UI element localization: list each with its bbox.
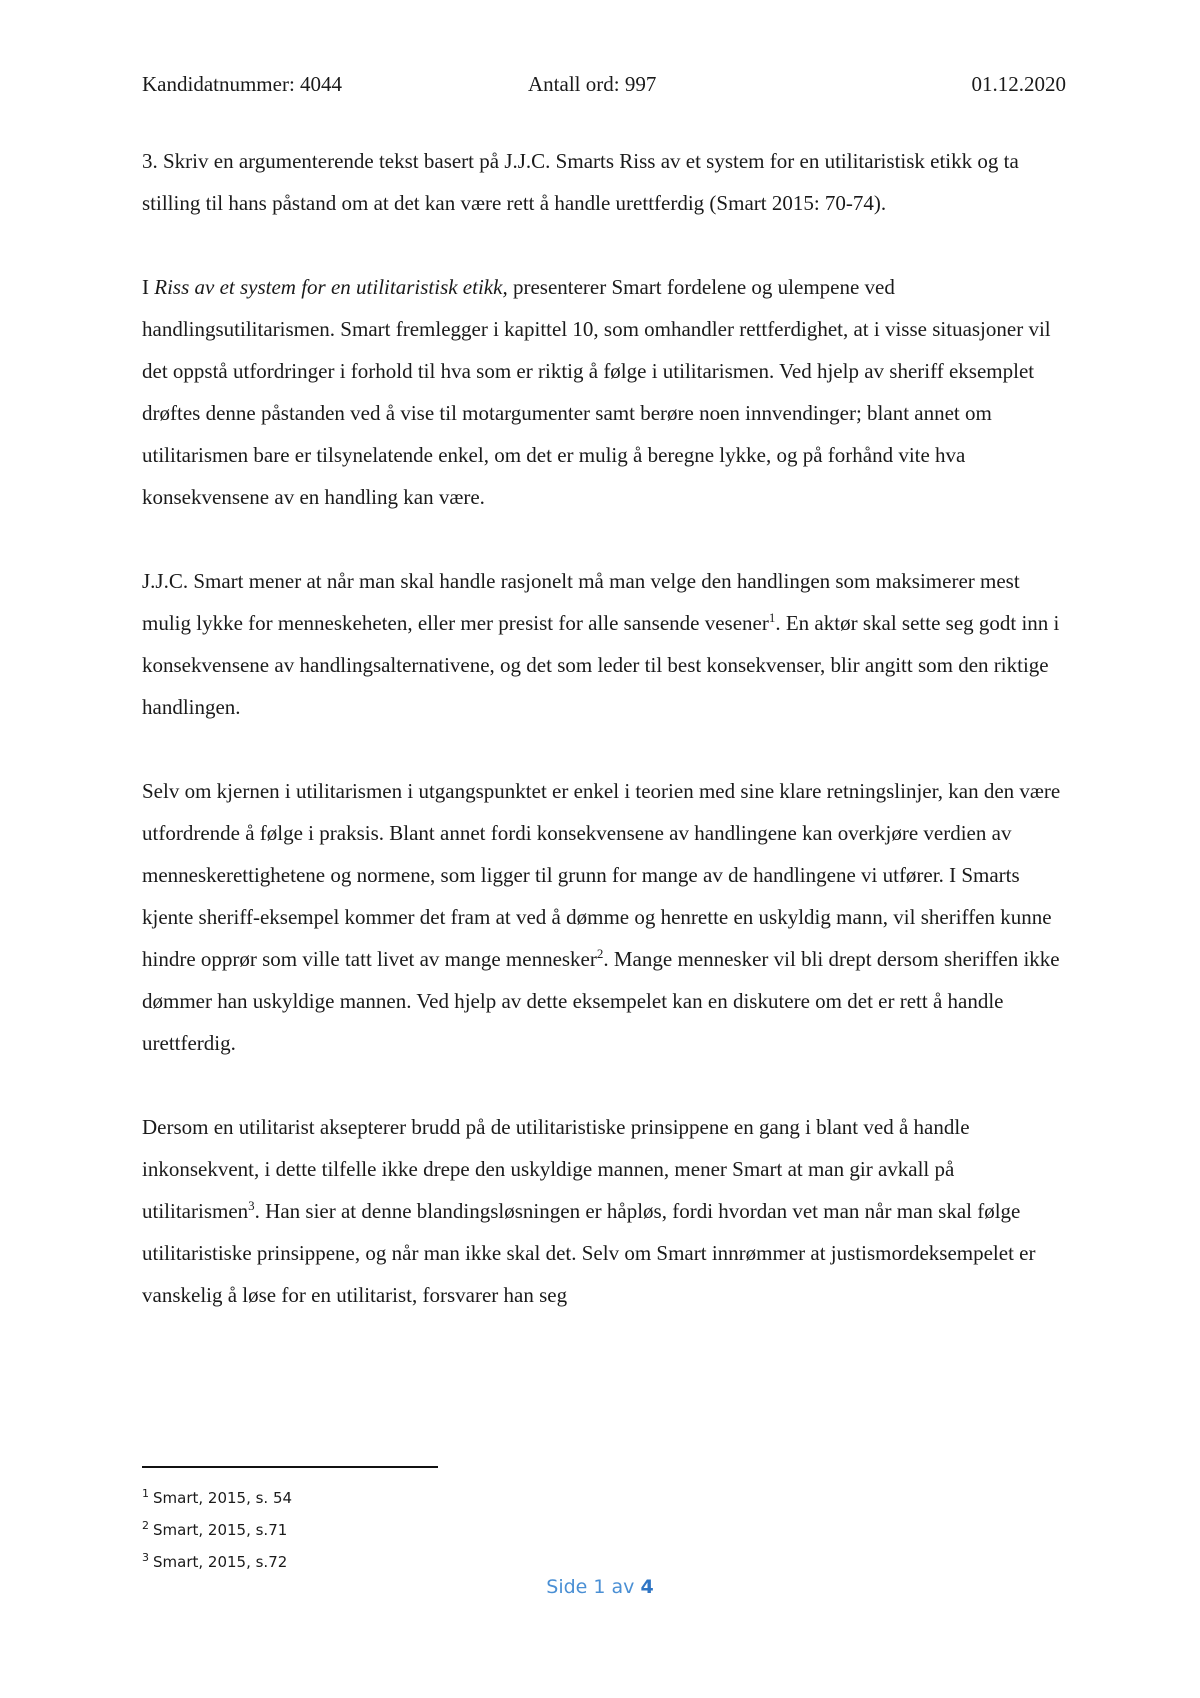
footnote-text: Smart, 2015, s.71: [153, 1521, 288, 1539]
paragraph-intro-prefix: I: [142, 275, 155, 299]
footnote-ref-1[interactable]: 1: [768, 610, 776, 625]
footnote-separator: [142, 1466, 438, 1468]
paragraph-smart-view-a: J.J.C. Smart mener at når man skal handle rasjonelt må man velge den handlingen som maksimerer mest mulig lykke for menneskeheten, eller mer presist for alle sansende vesener: [142, 569, 1020, 635]
footnote-text: Smart, 2015, s.72: [153, 1553, 288, 1571]
paragraph-intro: [142, 266, 1070, 518]
page-number: [0, 1576, 1200, 1598]
footnote-1: [142, 1480, 742, 1512]
paragraph-intro-rest: presenterer Smart fordelene og ulempene ved handlingsutilitarismen. Smart fremlegger i kapittel 10, som omhandler rettferdighet, at i visse situasjoner vil det oppstå utfordringer i forhold til hva som er riktig å følge i utilitarismen. Ved hjelp av sheriff eksemplet drøftes denne påstanden ved å vise til motargumenter samt berøre noen innvendinger; blant annet om utilitarismen bare er tilsynelatende enkel, om det er mulig å beregne lykke, og på forhånd vite hva konsekvensene av en handling kan være.: [142, 275, 1051, 509]
paragraph-smart-view: [142, 560, 1070, 728]
footnotes: [142, 1480, 742, 1576]
footnote-text: Smart, 2015, s. 54: [153, 1489, 293, 1507]
footnote-number: 1: [142, 1487, 149, 1500]
task-statement: 3. Skriv en argumenterende tekst basert på J.J.C. Smarts Riss av et system for en utilitaristisk etikk og ta stilling til hans påstand om at det kan være rett å handle urettferdig (Smart 2015: 70-74).: [142, 149, 1019, 215]
paragraph-mixed-solution-b: . Han sier at denne blandingsløsningen er håpløs, fordi hvordan vet man når man skal følge utilitaristiske prinsippene, og når man ikke skal det. Selv om Smart innrømmer at justismordeksempelet er vanskelig å løse for en utilitarist, forsvarer han seg: [142, 1199, 1036, 1307]
paragraph-smart-view-b: . En aktør skal sette seg godt inn i konsekvensene av handlingsalternativene, og det som leder til best konsekvenser, blir angitt som den riktige handlingen.: [142, 611, 1060, 719]
paragraph-sheriff-a: Selv om kjernen i utilitarismen i utgangspunktet er enkel i teorien med sine klare retningslinjer, kan den være utfordrende å følge i praksis. Blant annet fordi konsekvensene av handlingene kan overkjøre verdien av menneskerettighetene og normene, som ligger til grunn for mange av de handlingene vi utfører. I Smarts kjente sheriff-eksempel kommer det fram at ved å dømme og henrette en uskyldig mann, vil sheriffen kunne hindre opprør som ville tatt livet av mange mennesker: [142, 779, 1061, 971]
footnote-ref-3[interactable]: 3: [248, 1198, 255, 1213]
date: 01.12.2020: [971, 72, 1066, 96]
footnote-number: 2: [142, 1519, 149, 1532]
paragraph-sheriff: [142, 770, 1070, 1064]
footnote-number: 3: [142, 1551, 149, 1564]
word-count: Antall ord: 997: [528, 72, 657, 96]
paragraph-sheriff-b: . Mange mennesker vil bli drept dersom sheriffen ikke dømmer han uskyldige mannen. Ved hjelp av dette eksempelet kan en diskutere om det er rett å handle urettferdig.: [142, 947, 1060, 1055]
paragraph-mixed-solution: [142, 1106, 1070, 1316]
footnote-3: [142, 1544, 742, 1576]
candidate-number: Kandidatnummer: 4044: [142, 72, 343, 96]
footnote-2: [142, 1512, 742, 1544]
body-text: [142, 140, 1070, 1316]
book-title: Riss av et system for en utilitaristisk etikk,: [154, 275, 508, 299]
page-number-prefix: Side 1 av: [546, 1576, 641, 1598]
paragraph-mixed-solution-a: Dersom en utilitarist aksepterer brudd på de utilitaristiske prinsippene en gang i blant ved å handle inkonsekvent, i dette tilfelle ikke drepe den uskyldige mannen, mener Smart at man gir avkall på utilitarismen: [142, 1115, 970, 1223]
page-header: [142, 68, 1066, 100]
page-total: 4: [640, 1576, 654, 1598]
footnote-ref-2[interactable]: 2: [596, 946, 604, 961]
